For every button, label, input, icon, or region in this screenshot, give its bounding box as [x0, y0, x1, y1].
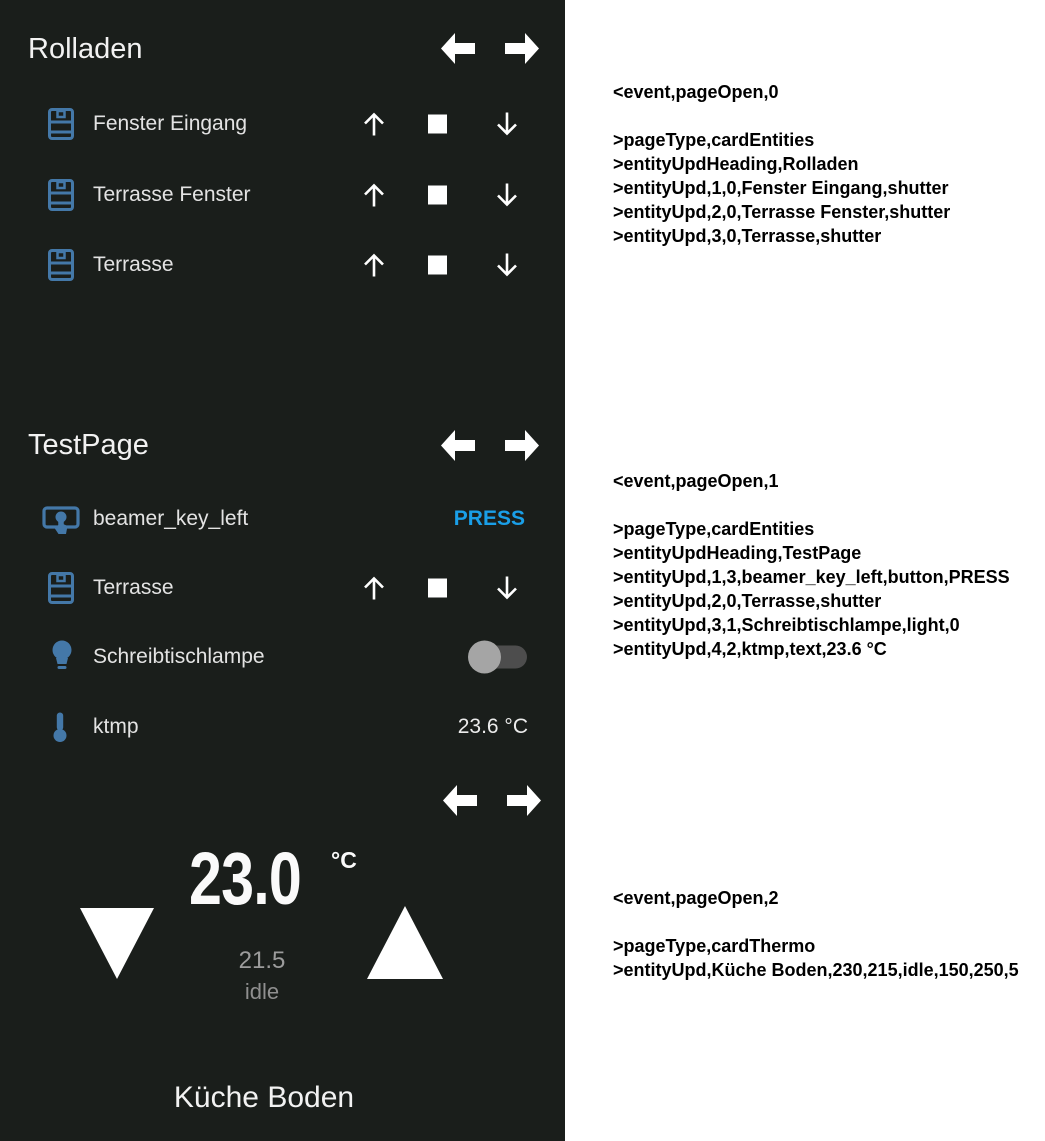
- arrow-up-icon: [365, 115, 383, 136]
- nav-prev-button[interactable]: [443, 785, 477, 816]
- shutter-stop-button[interactable]: [428, 256, 447, 275]
- entity-label: Terrasse: [93, 253, 174, 276]
- shutter-up-button[interactable]: [361, 253, 387, 278]
- nav-next-button[interactable]: [507, 785, 541, 816]
- log-line: [613, 104, 950, 128]
- log-line: >entityUpd,1,0,Fenster Eingang,shutter: [613, 178, 949, 198]
- nav-prev-button[interactable]: [441, 33, 475, 64]
- arrow-right-icon: [505, 33, 539, 64]
- arrow-left-icon: [441, 33, 475, 64]
- toggle-knob: [468, 641, 501, 674]
- entity-row: [0, 175, 565, 215]
- log-line: >entityUpd,4,2,ktmp,text,23.6 °C: [613, 639, 887, 659]
- entity-row: [0, 499, 565, 539]
- log-block-page1: [613, 469, 1010, 661]
- arrow-right-icon: [507, 785, 541, 816]
- log-block-page0: [613, 80, 950, 248]
- window-shutter-icon: [48, 179, 74, 211]
- log-block-page2: [613, 886, 1019, 982]
- window-shutter-icon: [48, 108, 74, 140]
- shutter-up-button[interactable]: [361, 576, 387, 601]
- thermostat-name: Küche Boden: [173, 1081, 355, 1114]
- arrow-up-icon: [365, 579, 383, 600]
- arrow-down-icon: [498, 254, 516, 275]
- press-button[interactable]: PRESS: [453, 507, 525, 530]
- arrow-up-icon: [365, 256, 383, 277]
- shutter-down-button[interactable]: [494, 253, 520, 278]
- lightbulb-icon: [47, 639, 77, 675]
- temp-up-button[interactable]: [367, 906, 443, 979]
- light-toggle[interactable]: [468, 641, 527, 674]
- entity-row: [0, 568, 565, 608]
- nav-prev-button[interactable]: [441, 430, 475, 461]
- temp-down-button[interactable]: [80, 908, 154, 979]
- current-temperature: 23.0: [189, 837, 302, 920]
- entity-label: ktmp: [93, 715, 139, 738]
- log-line: [613, 493, 1010, 517]
- shutter-stop-button[interactable]: [428, 579, 447, 598]
- shutter-up-button[interactable]: [361, 112, 387, 137]
- log-line: <event,pageOpen,0: [613, 82, 779, 102]
- window-shutter-icon: [48, 572, 74, 604]
- log-line: >entityUpd,Küche Boden,230,215,idle,150,250,5: [613, 960, 1019, 980]
- shutter-up-button[interactable]: [361, 183, 387, 208]
- thermometer-icon: [50, 711, 70, 743]
- log-line: [613, 910, 1019, 934]
- log-line: <event,pageOpen,2: [613, 888, 779, 908]
- triangle-up-icon: [367, 906, 443, 979]
- log-line: >pageType,cardEntities: [613, 130, 815, 150]
- arrow-up-icon: [365, 186, 383, 207]
- entity-row: [0, 104, 565, 144]
- log-line: >entityUpd,3,0,Terrasse,shutter: [613, 226, 882, 246]
- arrow-left-icon: [443, 785, 477, 816]
- shutter-stop-button[interactable]: [428, 115, 447, 134]
- arrow-right-icon: [505, 430, 539, 461]
- log-line: >entityUpdHeading,Rolladen: [613, 154, 859, 174]
- triangle-down-icon: [80, 908, 154, 979]
- entity-label: Schreibtischlampe: [93, 645, 265, 668]
- arrow-down-icon: [498, 184, 516, 205]
- log-line: >pageType,cardThermo: [613, 936, 816, 956]
- log-line: >entityUpdHeading,TestPage: [613, 543, 862, 563]
- hvac-state: idle: [244, 979, 280, 1004]
- nav-next-button[interactable]: [505, 430, 539, 461]
- target-temperature: 21.5: [238, 947, 286, 974]
- log-line: <event,pageOpen,1: [613, 471, 779, 491]
- log-line: >pageType,cardEntities: [613, 519, 815, 539]
- entity-label: Terrasse Fenster: [93, 183, 251, 206]
- nav-next-button[interactable]: [505, 33, 539, 64]
- shutter-down-button[interactable]: [494, 576, 520, 601]
- log-line: >entityUpd,2,0,Terrasse,shutter: [613, 591, 882, 611]
- entity-row: [0, 245, 565, 285]
- page-title: TestPage: [28, 429, 149, 461]
- log-line: >entityUpd,2,0,Terrasse Fenster,shutter: [613, 202, 951, 222]
- arrow-left-icon: [441, 430, 475, 461]
- entity-label: Terrasse: [93, 576, 174, 599]
- gesture-tap-button-icon: [42, 502, 80, 536]
- entity-label: Fenster Eingang: [93, 112, 248, 135]
- entity-label: beamer_key_left: [93, 507, 249, 530]
- log-line: >entityUpd,1,3,beamer_key_left,button,PRESS: [613, 567, 1010, 587]
- shutter-down-button[interactable]: [494, 112, 520, 137]
- shutter-stop-button[interactable]: [428, 186, 447, 205]
- log-line: >entityUpd,3,1,Schreibtischlampe,light,0: [613, 615, 960, 635]
- window-shutter-icon: [48, 249, 74, 281]
- shutter-down-button[interactable]: [494, 183, 520, 208]
- page-title: Rolladen: [28, 33, 143, 65]
- arrow-down-icon: [498, 113, 516, 134]
- arrow-down-icon: [498, 577, 516, 598]
- entity-value: 23.6 °C: [457, 715, 528, 738]
- entity-row: [0, 707, 565, 747]
- temperature-unit: °C: [331, 847, 357, 873]
- entity-row: [0, 637, 565, 677]
